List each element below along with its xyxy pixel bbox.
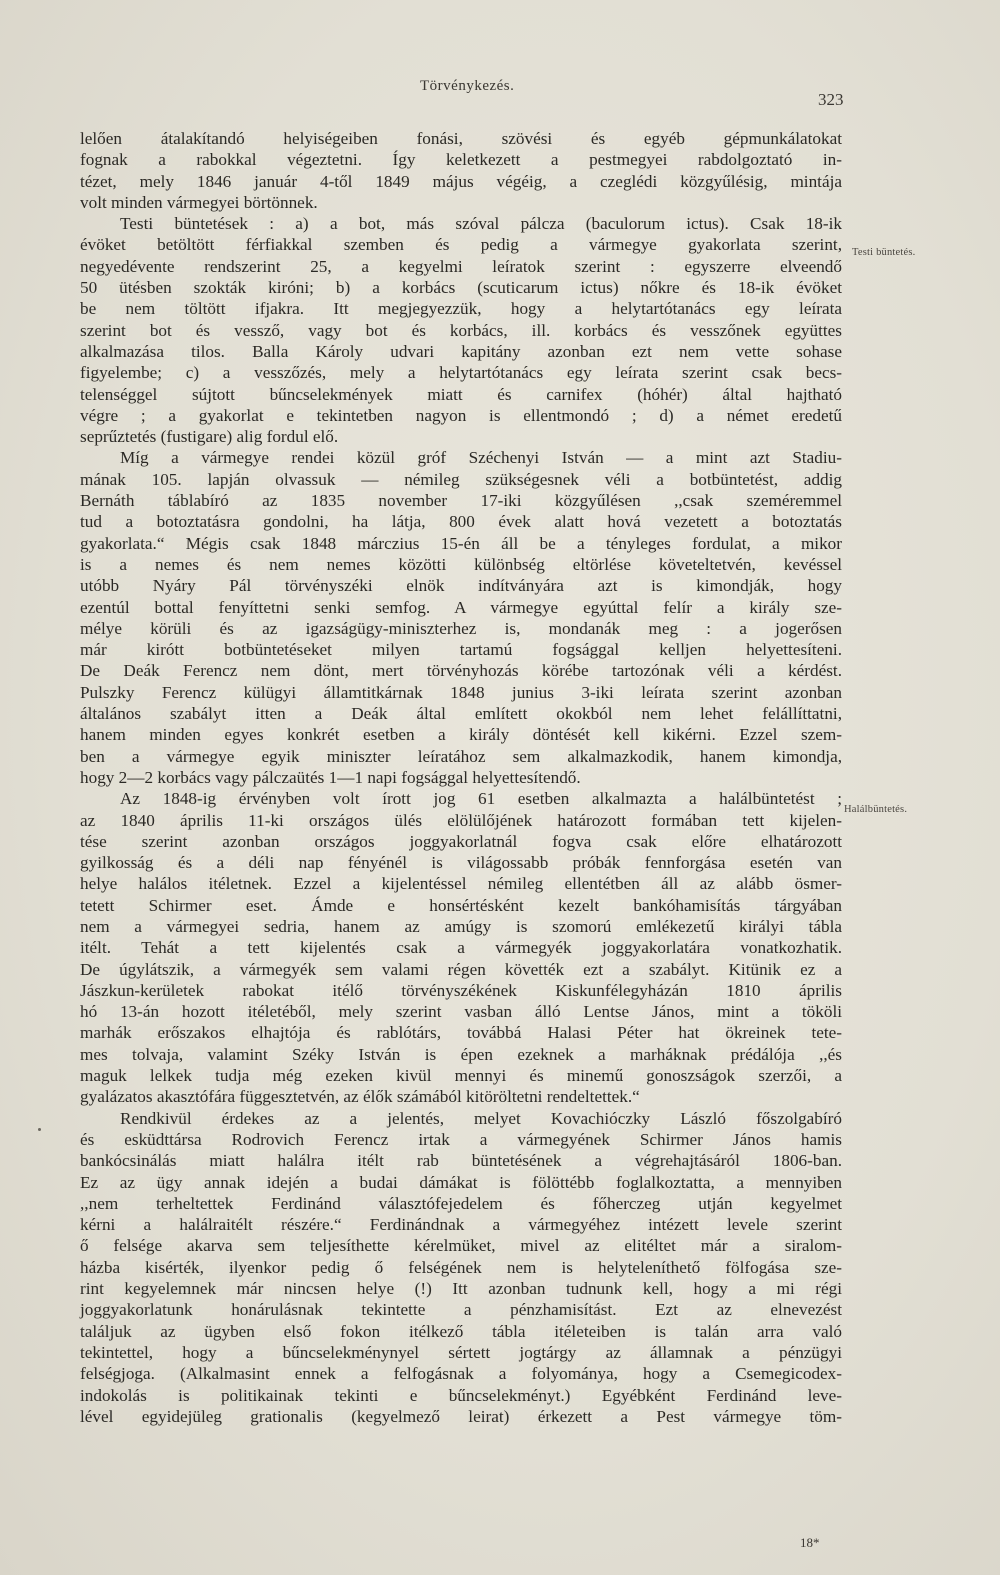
page-number: 323 xyxy=(818,90,844,109)
text-line: Míg a vármegye rendei közül gróf Széchenyi István — a mint azt Stadiu- xyxy=(120,448,842,468)
text-line: tetett Schirmer eset. Ámde e honsértésként kezelt bankóhamisítás tárgyában xyxy=(80,895,842,915)
text-line: évöket betöltött férfiakkal szemben és pedig a vármegye gyakorlata szerint, xyxy=(80,235,842,255)
text-line: telenséggel sújtott bűncselekmények miatt és carnifex (hóhér) által hajtható xyxy=(80,384,842,404)
text-line: általános szabályt itten a Deák által említett okokból nem lehet felállíttatni, xyxy=(80,704,842,724)
text-line: mélye körüli és az igazságügy-miniszterhez is, mondanák meg : a jogerősen xyxy=(80,618,842,638)
text-line: be nem töltött ifjakra. Itt megjegyezzük, hogy a helytartótanács egy leírata xyxy=(80,299,842,319)
text-line: volt minden vármegyei börtönnek. xyxy=(80,192,318,212)
text-line: Bernáth táblabíró az 1835 november 17-iki közgyűlésen ,,csak szeméremmel xyxy=(80,491,842,511)
text-line: gyakorlata.“ Mégis csak 1848 márczius 15-én áll be a tényleges fordulat, a mikor xyxy=(80,533,842,553)
text-line: már kirótt botbüntetéseket milyen tartamú fogsággal kelljen helyettesíteni. xyxy=(80,640,842,660)
text-line: Az 1848-ig érvényben volt írott jog 61 esetben alkalmazta a halálbüntetést ; xyxy=(120,789,842,809)
text-line: nem a vármegyei sedria, hanem az amúgy is szomorú emlékezetű királyi tábla xyxy=(80,916,842,936)
body-text xyxy=(80,128,842,1427)
text-line: Pulszky Ferencz külügyi államtitkárnak 1848 junius 3-iki leírata szerint azonban xyxy=(80,682,842,702)
text-line: ,,nem terheltettek Ferdinánd választófejedelem és főherczeg utján kegyelmet xyxy=(80,1193,842,1213)
text-line: gyilkosság és a déli nap fényénél is világossabb próbák fennforgása esetén van xyxy=(80,853,842,873)
text-line: Rendkivül érdekes az a jelentés, melyet Kovachióczky László főszolgabíró xyxy=(120,1108,842,1128)
text-line: és esküdttársa Rodrovich Ferencz irtak a vármegyének Schirmer János hamis xyxy=(80,1129,842,1149)
text-line: marhák erőszakos elhajtója és rablótárs, továbbá Halasi Péter hat ökreinek tete- xyxy=(80,1023,842,1043)
text-line: negyedévente rendszerint 25, a kegyelmi leíratok szerint : egyszerre elveendő xyxy=(80,256,842,276)
text-line: utóbb Nyáry Pál törvényszéki elnök indítványára azt is kimondják, hogy xyxy=(80,576,842,596)
text-line: szerint bot és vessző, vagy bot és korbács, ill. korbács és vesszőnek együttes xyxy=(80,320,842,340)
text-line: helye halálos itéletnek. Ezzel a kijelentéssel némileg ellentétben áll az alább ösmer- xyxy=(80,874,842,894)
text-line: kérni a halálraitélt részére.“ Ferdinándnak a vármegyéhez intézett levele szerint xyxy=(80,1215,842,1235)
running-head: Törvénykezés. xyxy=(420,78,515,94)
printing-speck xyxy=(38,1128,41,1131)
text-line: hanem minden egyes konkrét esetben a király döntését kell kikérni. Ezzel szem- xyxy=(80,725,842,745)
text-line: végre ; a gyakorlat e tekintetben nagyon is ellentmondó ; d) a német eredetű xyxy=(80,405,842,425)
text-line: fognak a rabokkal végeztetni. Így keletkezett a pestmegyei rabdolgoztató in- xyxy=(80,150,842,170)
text-line: De úgylátszik, a vármegyék sem valami régen követték ezt a szabályt. Kitünik ez a xyxy=(80,959,842,979)
text-line: hó 13-án hozott itéletéből, mely szerint vasban álló Lentse János, mint a tököli xyxy=(80,1002,842,1022)
text-line: seprűztetés (fustigare) alig fordul elő. xyxy=(80,427,339,447)
text-line: ezentúl bottal fenyíttetni senki semfog. A vármegye egyúttal felír a király sze- xyxy=(80,597,842,617)
text-line: gyalázatos akasztófára függesztetvén, az élők számából kitöröltetni rendeltettek.“ xyxy=(80,1087,640,1107)
text-line: mának 105. lapján olvassuk — némileg szükségesnek véli a botbüntetést, addig xyxy=(80,469,842,489)
text-line: Testi büntetések : a) a bot, más szóval pálcza (baculorum ictus). Csak 18-ik xyxy=(120,214,842,234)
text-line: Jászkun-kerületek rabokat itélő törvényszékének Kiskunfélegyházán 1810 április xyxy=(80,980,842,1000)
text-line: indokolás is politikainak tekinti e bűncselekményt.) Egyébként Ferdinánd leve- xyxy=(80,1385,842,1405)
text-line: tézet, mely 1846 január 4-től 1849 május végéig, a czeglédi közgyűlésig, mintája xyxy=(80,171,842,191)
text-line: mes tolvaja, valamint Széky István is épen ezeknek a marháknak prédálója ,,és xyxy=(80,1044,842,1064)
text-line: tekintettel, hogy a bűncselekménynyel sértett jogtárgy az államnak a pénzügyi xyxy=(80,1342,842,1362)
text-line: joggyakorlatunk honárulásnak tekintette a pénzhamisítást. Ezt az elnevezést xyxy=(80,1300,842,1320)
text-line: maguk lelkek tudja még ezeken kivül mennyi és minemű gonoszságok szerzői, a xyxy=(80,1066,842,1086)
text-line: rint kegyelemnek már nincsen helye (!) Itt azonban tudnunk kell, hogy a mi régi xyxy=(80,1279,842,1299)
text-line: lével egyidejüleg grationalis (kegyelmező leirat) érkezett a Pest vármegye töm- xyxy=(80,1406,842,1426)
text-line: figyelembe; c) a vesszőzés, mely a helytartótanács egy leírata szerint csak becs- xyxy=(80,363,842,383)
text-line: 50 ütésben szokták kiróni; b) a korbács (scuticarum ictus) nőkre és 18-ik évöket xyxy=(80,278,842,298)
text-line: felségjoga. (Alkalmasint ennek a felfogásnak a folyománya, hogy a Csemegicodex- xyxy=(80,1364,842,1384)
margin-note-halalbuntetes: Halálbüntetés. xyxy=(844,804,908,815)
text-line: ő felsége akarva sem teljesíthette kérelmüket, mivel az elitéltet már a siralom- xyxy=(80,1236,842,1256)
text-line: lelően átalakítandó helyiségeiben fonási, szövési és egyéb gépmunkálatokat xyxy=(80,129,842,148)
text-line: tése szerint azonban országos joggyakorlatnál fogva csak előre elhatározott xyxy=(80,831,842,851)
text-line: itélt. Tehát a tett kijelentés csak a vármegyék joggyakorlatára vonatkozhatik. xyxy=(80,938,842,958)
text-line: találjuk az ügyben első fokon itélkező tábla itéleteiben is talán arra való xyxy=(80,1321,842,1341)
text-line: tud a botoztatásra gondolni, ha látja, 800 évek alatt hová vezetett a botoztatás xyxy=(80,512,842,532)
text-line: hogy 2—2 korbács vagy pálczaütés 1—1 napi fogsággal helyettesítendő. xyxy=(80,767,581,787)
text-line: Ez az ügy annak idején a budai dámákat is fölöttébb foglalkoztatta, a mennyiben xyxy=(80,1172,842,1192)
text-line: alkalmazása tilos. Balla Károly udvari kapitány azonban ezt nem vette sohase xyxy=(80,341,842,361)
margin-note-testi-buntetes: Testi büntetés. xyxy=(852,247,916,258)
text-line: De Deák Ferencz nem dönt, mert törvényhozás körébe tartozónak véli a kérdést. xyxy=(80,661,842,681)
text-line: házba kisérték, ilyenkor pedig ő felségének nem is helyteleníthető fölfogása sze- xyxy=(80,1257,842,1277)
text-line: ben a vármegye egyik miniszter leíratához sem alkalmazkodik, hanem kimondja, xyxy=(80,746,842,766)
printer-signature: 18* xyxy=(800,1535,820,1550)
text-line: az 1840 április 11-ki országos ülés elölülőjének határozott formában tett kijelen- xyxy=(80,810,842,830)
text-line: is a nemes és nem nemes közötti különbség eltörlése követeltetvén, kevéssel xyxy=(80,554,842,574)
text-line: bankócsinálás miatt halálra itélt rab büntetésének a végrehajtásáról 1806-ban. xyxy=(80,1151,842,1171)
